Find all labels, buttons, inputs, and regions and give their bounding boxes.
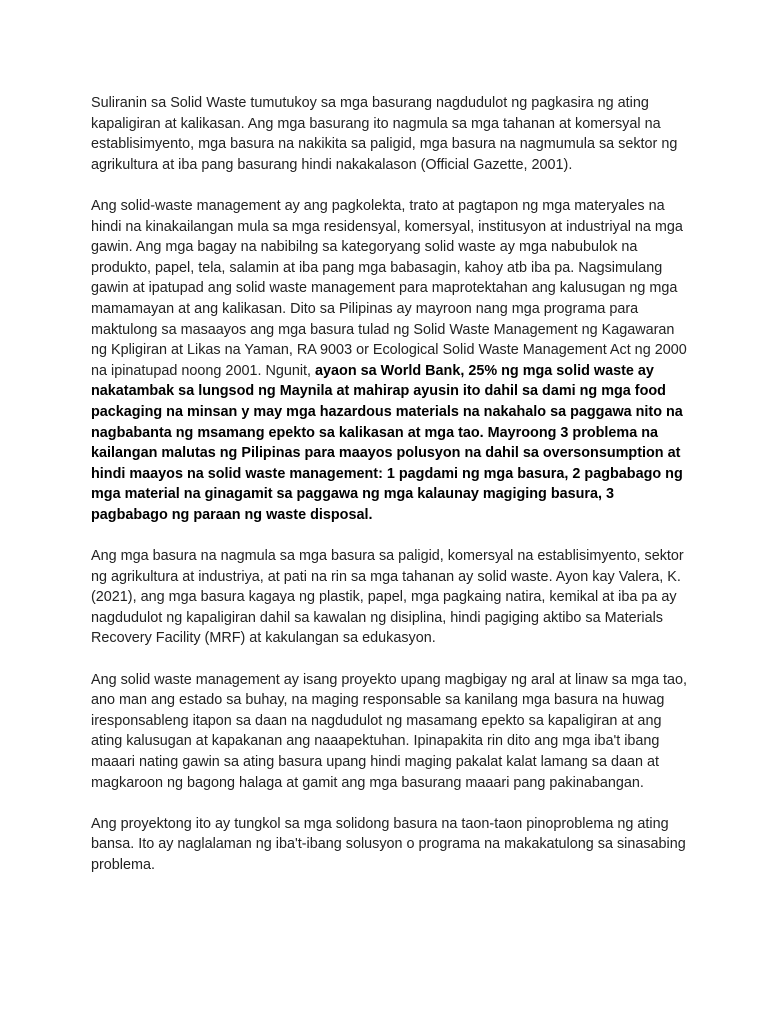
paragraph-1: [91, 93, 691, 175]
paragraph-2-bold-text: ayaon sa World Bank, 25% ng mga solid waste ay nakatambak sa lungsod ng Maynila at mahirap ayusin ito dahil sa dami ng mga food packaging na minsan y may mga hazardous materials na nakahalo sa paggawa nito na nagbabanta ng msamang epekto sa kalikasan at mga tao. Mayroong 3 problema na kailangan malutas ng Pilipinas para maayos polusyon na dahil sa oversonsumption at hindi maayos na solid waste management: 1 pagdami ng mga basura, 2 pagbabago ng mga material na ginagamit sa paggawa ng mga kalaunay magiging basura, 3 pagbabago ng paraan ng waste disposal.: [91, 362, 683, 523]
paragraph-5-text: Ang proyektong ito ay tungkol sa mga solidong basura na taon-taon pinoproblema ng ating bansa. Ito ay naglalaman ng iba't-ibang solusyon o programa na makakatulong sa sinasabing problema.: [91, 815, 686, 873]
paragraph-3-text: Ang mga basura na nagmula sa mga basura sa paligid, komersyal na establisimyento, sektor ng agrikultura at industriya, at pati na rin sa mga tahanan ay solid waste. Ayon kay Valera, K. (2021), ang mga basura kagaya ng plastik, papel, mga pagkaing natira, kemikal at iba pa ay nagdudulot ng kapaligiran dahil sa kawalan ng disiplina, hindi pagiging aktibo sa Materials Recovery Facility (MRF) at kakulangan sa edukasyon.: [91, 548, 684, 647]
paragraph-5: [91, 814, 691, 876]
paragraph-3: [91, 546, 691, 649]
paragraph-2-text: Ang solid-waste management ay ang pagkolekta, trato at pagtapon ng mga materyales na hindi na kinakailangan mula sa mga residensyal, komersyal, institusyon at industriyal na mga gawin. Ang mga bagay na nabibilng sa kategoryang solid waste ay mga nabubulok na produkto, papel, tela, salamin at iba pang mga babasagin, kahoy atb iba pa. Nagsimulang gawin at ipatupad ang solid waste management para maprotektahan ang kalusugan ng mga mamamayan at ang kalikasan. Dito sa Pilipinas ay mayroon nang mga programa para maktulong sa masaayos ang mga basura tulad ng Solid Waste Management ng Kagawaran ng Kpligiran at Likas na Yaman, RA 9003 or Ecological Solid Waste Management Act ng 2000 na ipinatupad noong 2001. Ngunit,: [91, 197, 687, 379]
document-body: [91, 93, 691, 896]
paragraph-2: [91, 196, 691, 526]
paragraph-1-text: Suliranin sa Solid Waste tumutukoy sa mga basurang nagdudulot ng pagkasira ng ating kapaligiran at kalikasan. Ang mga basurang ito nagmula sa mga tahanan at komersyal na establisimyento, mga basura na nakikita sa paligid, mga basura na nagmumula sa sektor ng agrikultura at iba pang basurang hindi nakakalason (Official Gazette, 2001).: [91, 95, 678, 173]
paragraph-4: [91, 670, 691, 794]
paragraph-4-text: Ang solid waste management ay isang proyekto upang magbigay ng aral at linaw sa mga tao, ano man ang estado sa buhay, na maging responsable sa kanilang mga basura na huwag iresponsableng itapon sa daan na nagdudulot ng masamang epekto sa kapaligiran at ang ating kalusugan at kapakanan ang naaapektuhan. Ipinapakita rin dito ang mga iba't ibang maaari nating gawin sa ating basura upang hindi maging pakalat kalat lamang sa daan at magkaroon ng bagong halaga at gamit ang mga basurang maaari pang pakinabangan.: [91, 671, 687, 791]
